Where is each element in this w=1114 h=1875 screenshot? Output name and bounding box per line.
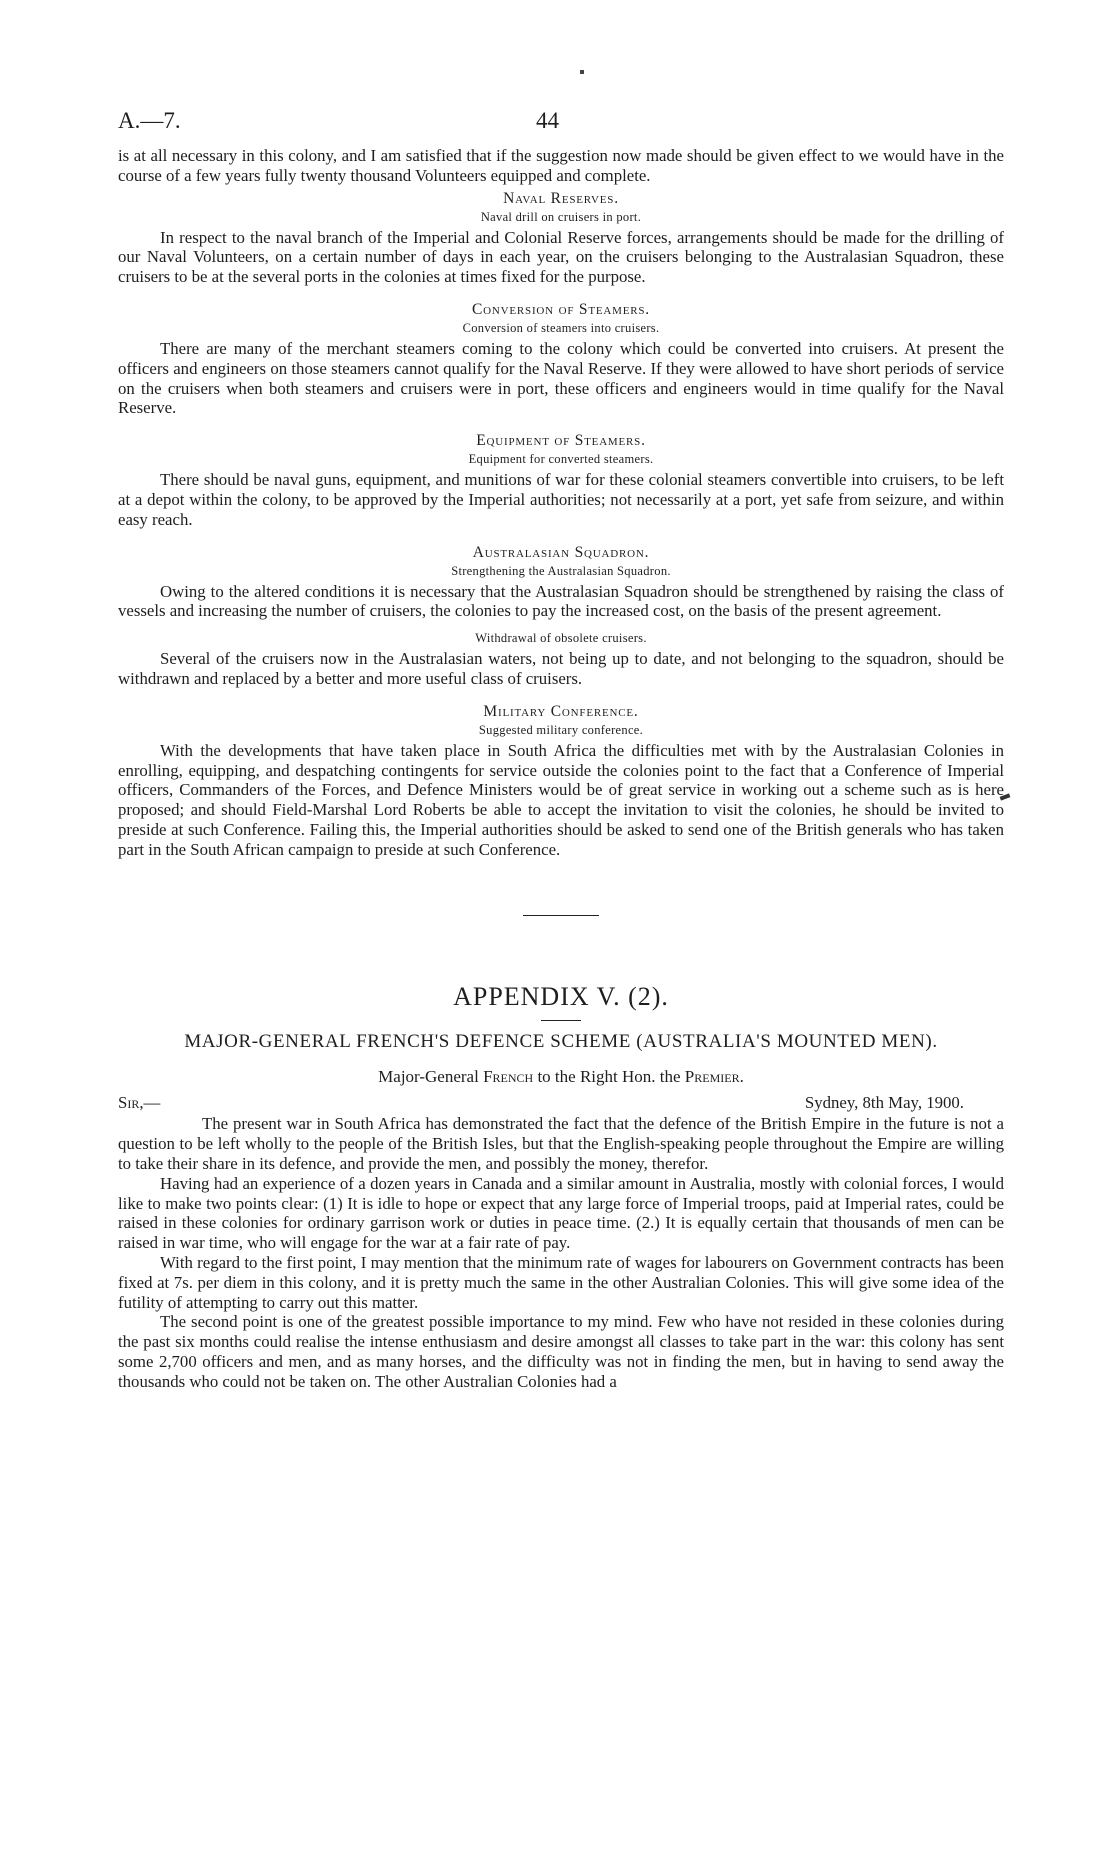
document-page: [118, 108, 1004, 1391]
salutation-row: [118, 1093, 1004, 1113]
page-header: [118, 108, 1004, 134]
paragraph-naval-reserves: In respect to the naval branch of the Imperial and Colonial Reserve forces, arrangements should be made for the drilling of our Naval Volunteers, on a certain number of days in each year, on the cruisers belonging to the Australasian Squadron, these cruisers to be at the several ports in the colonies at times fixed for the purpose.: [118, 227, 1004, 287]
side-note-withdrawal: Withdrawal of obsolete cruisers.: [475, 631, 647, 646]
salutation: Sir,—: [118, 1092, 161, 1112]
paragraph-military-conference: With the developments that have taken place in South Africa the difficulties met with by the Australasian Colonies in enrolling, equipping, and despatching contingents for service outside the colonies point to the fact that a Conference of Imperial officers, Commanders of the Forces, and Defence Ministers would be of great service in working out a scheme such as is here proposed; and should Field-Marshal Lord Roberts be able to accept the invitation to visit the colonies, he should be invited to preside at such Conference. Failing this, the Imperial authorities should be asked to send one of the British generals who has taken part in the South African campaign to preside at such Conference.: [118, 740, 1004, 859]
scheme-title: MAJOR-GENERAL FRENCH'S DEFENCE SCHEME (AUSTRALIA'S MOUNTED MEN).: [184, 1030, 938, 1052]
intro-paragraph: is at all necessary in this colony, and I am satisfied that if the suggestion now made should be given effect to we would have in the course of a few years fully twenty thousand Volunteers equipped and complete.: [118, 146, 1004, 185]
letter-paragraph: The second point is one of the greatest possible importance to my mind. Few who have not resided in these colonies during the past six months could realise the intense enthusiasm and desire amongst all classes to take part in the war: this colony has sent some 2,700 officers and men, and as many horses, and the difficulty was not in finding the men, but in having to send away the thousands who could not be taken on. The other Australian Colonies had a: [118, 1312, 1004, 1391]
letter-head-prefix: Major-General: [378, 1066, 479, 1086]
letter-paragraph: The present war in South Africa has demonstrated the fact that the defence of the British Empire in the future is not a question to be left wholly to the people of the British Isles, but that the English-speaking people throughout the Empire are willing to take their share in its defence, and provide the men, and possibly the money, therefor.: [118, 1114, 1004, 1173]
stray-mark-top: [580, 70, 584, 74]
letter-date: Sydney, 8th May, 1900.: [804, 1092, 964, 1112]
side-note-conversion: Conversion of steamers into cruisers.: [462, 320, 660, 335]
section-heading-squadron: Australasian Squadron.: [472, 543, 650, 561]
letter-head-sender: French: [483, 1066, 534, 1086]
letter-head-recipient: Premier.: [684, 1066, 744, 1086]
side-note-strengthening: Strengthening the Australasian Squadron.: [451, 563, 671, 578]
section-heading-naval-reserves: Naval Reserves.: [503, 189, 619, 207]
paragraph-squadron: Owing to the altered conditions it is necessary that the Australasian Squadron should be strengthened by raising the class of vessels and increasing the number of cruisers, the colonies to pay the increased cost, on the basis of the present agreement.: [118, 581, 1004, 621]
section-heading-equipment: Equipment of Steamers.: [476, 432, 646, 450]
section-heading-conversion: Conversion of Steamers.: [472, 300, 650, 318]
paragraph-conversion: There are many of the merchant steamers coming to the colony which could be converted into cruisers. At present the officers and engineers on those steamers cannot qualify for the Naval Reserve. If they were allowed to have short periods of service on the cruisers when both steamers and cruisers were in port, these officers and engineers would in time qualify for the Naval Reserve.: [118, 338, 1004, 418]
appendix-title: APPENDIX V. (2).: [453, 981, 669, 1011]
letter-paragraph: With regard to the first point, I may mention that the minimum rate of wages for labourers on Government contracts has been fixed at 7s. per diem in this colony, and it is pretty much the same in the other Australian Colonies. This will give some idea of the futility of attempting to carry out this matter.: [118, 1252, 1004, 1312]
paragraph-withdrawal: Several of the cruisers now in the Australasian waters, not being up to date, and not belonging to the squadron, should be withdrawn and replaced by a better and more useful class of cruisers.: [118, 649, 1004, 688]
title-underline: [541, 1020, 581, 1021]
side-note-equipment: Equipment for converted steamers.: [468, 452, 654, 467]
page-number: 44: [536, 108, 559, 133]
document-reference: A.—7.: [118, 108, 181, 133]
section-divider: [523, 915, 599, 916]
side-note-conference: Suggested military conference.: [478, 722, 644, 737]
letter-heading: [118, 1067, 1004, 1087]
letter-head-middle: to the Right Hon. the: [537, 1066, 681, 1086]
section-heading-military-conference: Military Conference.: [483, 702, 639, 720]
paragraph-equipment: There should be naval guns, equipment, and munitions of war for these colonial steamers convertible into cruisers, to be left at a depot within the colony, to be approved by the Imperial authorities; not necessarily at a port, yet safe from seizure, and within easy reach.: [118, 470, 1004, 529]
side-note-naval-drill: Naval drill on cruisers in port.: [480, 209, 642, 224]
letter-paragraph: Having had an experience of a dozen years in Canada and a similar amount in Australia, mostly with colonial forces, I would like to make two points clear: (1) It is idle to hope or expect that any large force of Imperial troops, paid at Imperial rates, could be raised in these colonies for ordinary garrison work or duties in peace time. (2.) It is equally certain that thousands of men can be raised in war time, who will engage for the war at a fair rate of pay.: [118, 1173, 1004, 1253]
